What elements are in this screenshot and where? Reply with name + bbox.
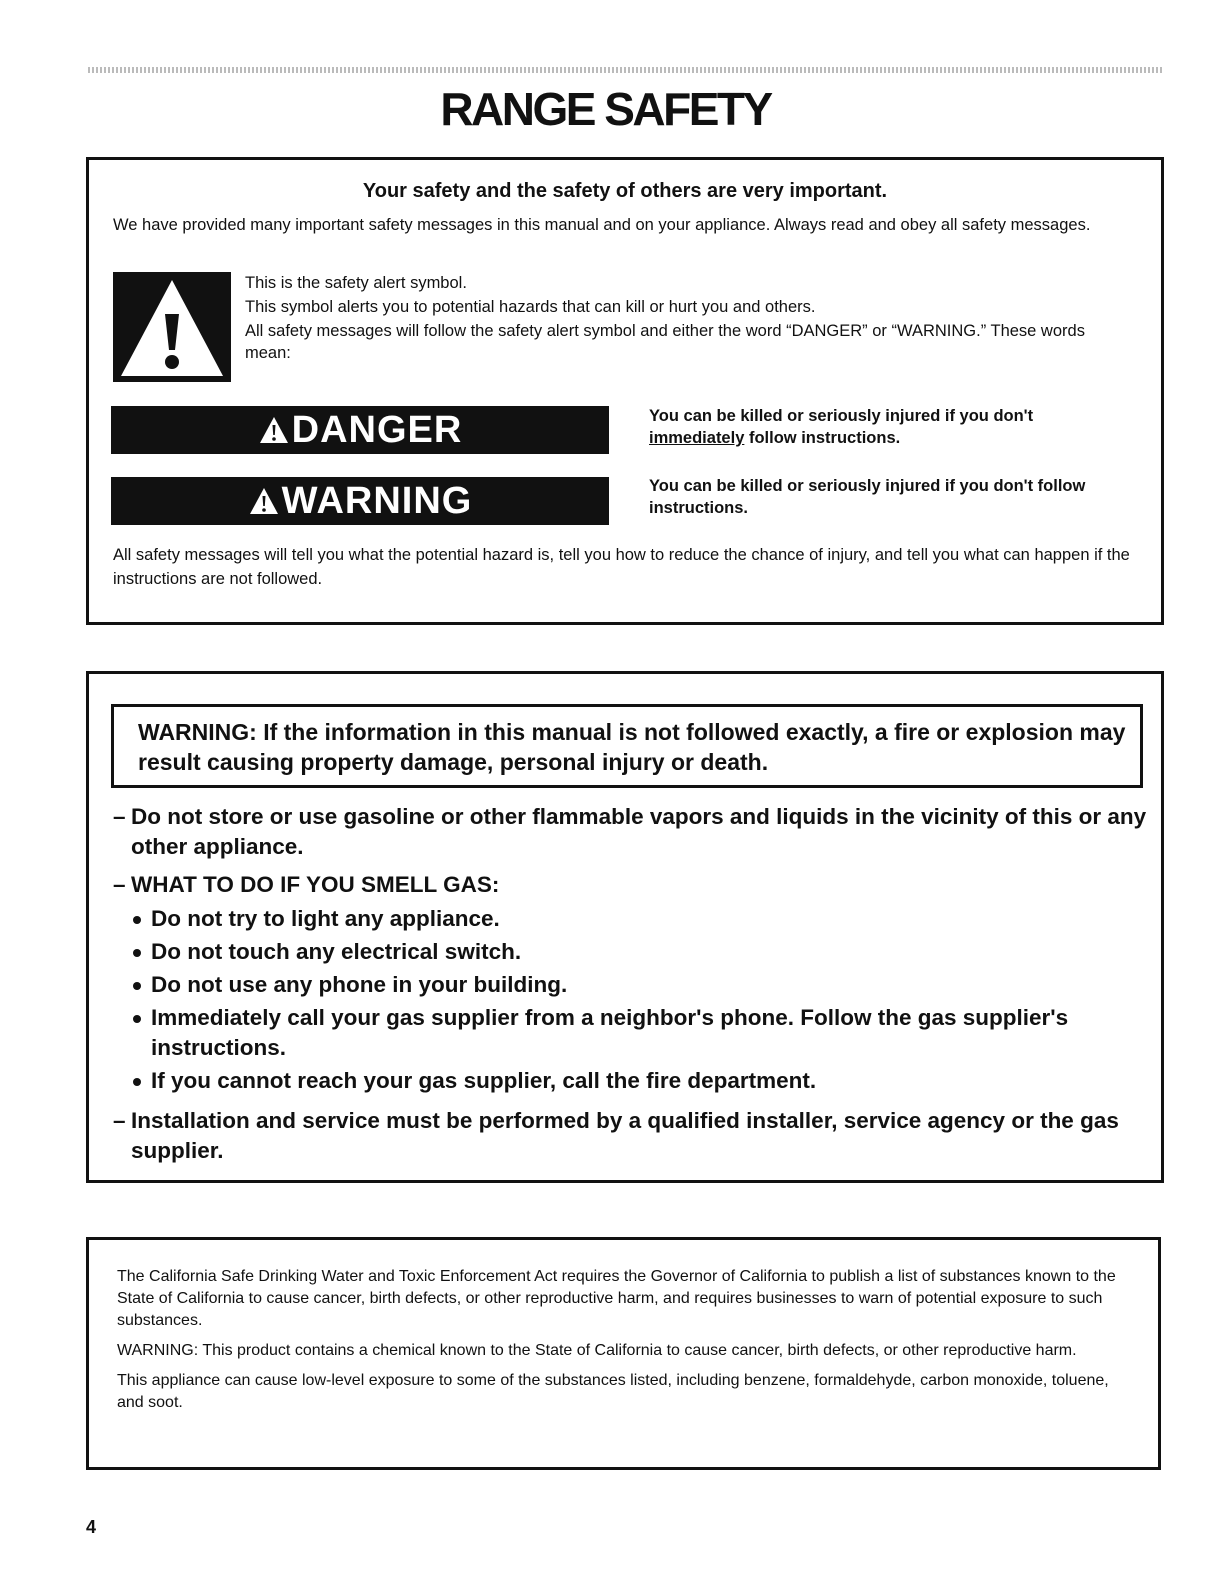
alert-symbol-description xyxy=(245,272,1125,366)
list-item xyxy=(131,1066,1153,1096)
alert-triangle-icon xyxy=(258,415,290,445)
alert-line: This symbol alerts you to potential hazards that can kill or hurt you and others. xyxy=(245,298,816,316)
alert-line: All safety messages will follow the safety alert symbol and either the word “DANGER” or “WARNING.” These words mean: xyxy=(245,322,1085,362)
list-item xyxy=(113,802,1153,862)
item-text: Do not touch any electrical switch. xyxy=(151,939,522,964)
warning-signal-bar xyxy=(111,477,609,525)
california-warning: WARNING: This product contains a chemical known to the State of California to cause cancer, birth defects, or other reproductive harm. xyxy=(117,1342,1077,1359)
safety-alert-icon xyxy=(113,272,231,382)
item-text: Immediately call your gas supplier from a neighbor's phone. Follow the gas supplier's instructions. xyxy=(151,1005,1069,1060)
dash-marker: – xyxy=(113,804,126,829)
danger-def-prefix: You can be killed or seriously injured if you don't xyxy=(649,407,1034,425)
list-item xyxy=(131,1003,1153,1063)
page-title: RANGE SAFETY xyxy=(440,83,771,135)
list-item xyxy=(131,937,1153,967)
california-notice-text xyxy=(117,1266,1137,1422)
item-text: Installation and service must be performed by a qualified installer, service agency or the gas supplier. xyxy=(131,1108,1119,1163)
danger-label: DANGER xyxy=(291,408,463,451)
california-paragraph: The California Safe Drinking Water and Toxic Enforcement Act requires the Governor of California to publish a list of substances known to the State of California to cause cancer, birth defects, or other reproductive harm, and requires businesses to warn of potential exposure to such substances. xyxy=(117,1268,1116,1329)
bullet-icon xyxy=(133,916,141,924)
item-text: Do not store or use gasoline or other flammable vapors and liquids in the vicinity of this or any other appliance. xyxy=(131,804,1147,859)
danger-def-suffix: follow instructions. xyxy=(748,429,901,447)
item-text: Do not use any phone in your building. xyxy=(151,972,568,997)
item-text: Do not try to light any appliance. xyxy=(151,906,500,931)
alert-line: This is the safety alert symbol. xyxy=(245,274,467,292)
dash-marker: – xyxy=(113,1108,126,1133)
fire-explosion-warning: WARNING: If the information in this manual is not followed exactly, a fire or explosion may result causing property damage, personal injury or death. xyxy=(138,719,1126,775)
smell-gas-steps xyxy=(113,904,1153,1096)
bullet-icon xyxy=(133,949,141,957)
bullet-icon xyxy=(133,1078,141,1086)
item-text: If you cannot reach your gas supplier, call the fire department. xyxy=(151,1068,817,1093)
fire-explosion-warning-frame xyxy=(111,704,1143,788)
page-number: 4 xyxy=(86,1517,97,1537)
danger-def-emphasis: immediately xyxy=(649,429,745,447)
safety-heading: Your safety and the safety of others are very important. xyxy=(362,180,888,202)
item-text: WHAT TO DO IF YOU SMELL GAS: xyxy=(131,872,500,897)
california-notice-box xyxy=(86,1237,1161,1470)
gas-warning-box xyxy=(86,671,1164,1183)
danger-signal-bar xyxy=(111,406,609,454)
alert-triangle-icon xyxy=(248,486,280,516)
bullet-icon xyxy=(133,1015,141,1023)
safety-intro-box xyxy=(86,157,1164,625)
list-item xyxy=(113,870,1153,900)
warning-label: WARNING xyxy=(281,479,473,522)
dash-marker: – xyxy=(113,872,126,897)
california-paragraph: This appliance can cause low-level exposure to some of the substances listed, including benzene, formaldehyde, carbon monoxide, toluene, and soot. xyxy=(117,1372,1109,1411)
gas-instructions-list xyxy=(113,802,1153,1174)
bullet-icon xyxy=(133,982,141,990)
danger-definition xyxy=(649,405,1149,449)
safety-intro-text: We have provided many important safety messages in this manual and on your appliance. Always read and obey all safety messages. xyxy=(113,216,1091,234)
warning-definition: You can be killed or seriously injured if you don't follow instructions. xyxy=(649,477,1086,517)
list-item xyxy=(131,904,1153,934)
list-item xyxy=(131,970,1153,1000)
safety-outro-text: All safety messages will tell you what the potential hazard is, tell you how to reduce the chance of injury, and tell you what can happen if the instructions are not followed. xyxy=(113,546,1130,588)
list-item xyxy=(113,1106,1153,1166)
top-rule xyxy=(88,67,1163,73)
